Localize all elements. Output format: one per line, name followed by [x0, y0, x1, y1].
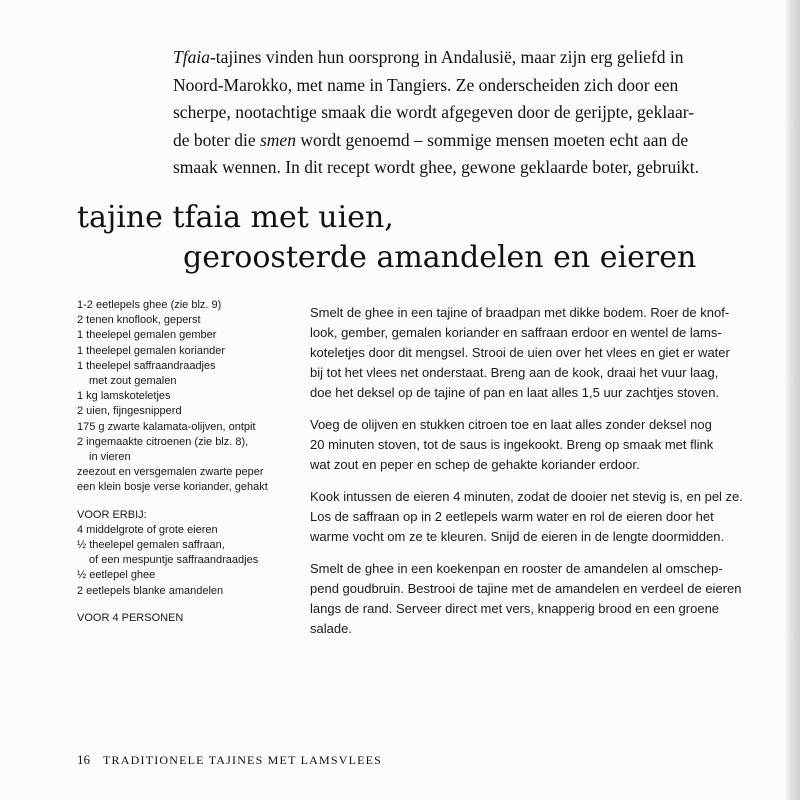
ingredient-item: zeezout en versgemalen zwarte peper: [77, 466, 264, 479]
intro-emphasis: Tfaia: [173, 47, 210, 67]
spacer: [77, 496, 292, 508]
intro-line: smaak wennen. In dit recept wordt ghee, gewone geklaarde boter, gebruikt.: [173, 157, 700, 177]
method-text: [310, 303, 765, 651]
ingredient-item: 1 kg lamskoteletjes: [77, 390, 171, 403]
recipe-title-line-2: geroosterde amandelen en eieren: [183, 240, 697, 275]
section-title: TRADITIONELE TAJINES MET LAMSVLEES: [103, 753, 383, 767]
method-line: koteletjes door dit mengsel. Strooi de uien over het vlees en giet er water: [310, 345, 730, 360]
ingredient-item-continued: met zout gemalen: [89, 375, 177, 388]
intro-paragraph: [173, 44, 773, 182]
extra-item: ½ eetlepel ghee: [77, 569, 156, 582]
ingredient-item: 2 tenen knoflook, geperst: [77, 314, 201, 327]
intro-line: de boter die smen wordt genoemd – sommige mensen moeten echt aan de: [173, 129, 689, 150]
recipe-title-line-1: tajine tfaia met uien,: [77, 200, 394, 235]
ingredient-item: 2 ingemaakte citroenen (zie blz. 8),: [77, 435, 249, 448]
ingredient-item: 1 theelepel gemalen koriander: [77, 344, 225, 357]
intro-emphasis: smen: [259, 129, 296, 150]
method-line: Kook intussen de eieren 4 minuten, zodat de dooier net stevig is, en pel ze.: [310, 489, 743, 504]
extra-heading: VOOR ERBIJ:: [77, 508, 147, 521]
intro-line: scherpe, nootachtige smaak die wordt afgegeven door de gerijpte, geklaar-: [173, 102, 695, 122]
method-line: look, gember, gemalen koriander en saffraan erdoor en wentel de lams-: [310, 325, 722, 340]
intro-line: Tfaia-tajines vinden hun oorsprong in Andalusië, maar zijn erg geliefd in: [173, 47, 684, 67]
ingredient-item: 1 theelepel gemalen gember: [77, 329, 217, 342]
servings: VOOR 4 PERSONEN: [77, 611, 184, 624]
method-paragraph: [310, 415, 765, 475]
method-line: langs de rand. Serveer direct met vers, knapperig brood en een groene: [310, 601, 720, 616]
method-line: bij tot het vlees net onderstaat. Breng aan de kook, draai het vuur laag,: [310, 365, 719, 380]
extra-item: ½ theelepel gemalen saffraan,: [77, 539, 225, 552]
ingredients-list: [77, 298, 292, 626]
spacer: [77, 599, 292, 611]
method-line: doe het deksel op de tajine of pan en laat alles 1,5 uur zachtjes stoven.: [310, 385, 720, 400]
method-line: wat zout en peper en schep de gehakte koriander erdoor.: [310, 457, 640, 472]
ingredient-item: 175 g zwarte kalamata-olijven, ontpit: [77, 420, 256, 433]
ingredient-item: 1-2 eetlepels ghee (zie blz. 9): [77, 299, 222, 311]
method-line: Los de saffraan op in 2 eetlepels warm water en rol de eieren door het: [310, 509, 714, 524]
extra-item: 4 middelgrote of grote eieren: [77, 523, 218, 536]
page-edge: [786, 0, 800, 800]
method-paragraph: [310, 559, 765, 639]
intro-line: Noord-Marokko, met name in Tangiers. Ze onderscheiden zich door een: [173, 74, 679, 95]
recipe-title: [0, 198, 800, 278]
method-line: Smelt de ghee in een tajine of braadpan met dikke bodem. Roer de knof-: [310, 305, 730, 320]
page-footer: [77, 752, 382, 768]
ingredient-item: een klein bosje verse koriander, gehakt: [77, 481, 268, 494]
method-paragraph: [310, 303, 765, 403]
ingredient-item-continued: in vieren: [89, 451, 131, 464]
extra-item-continued: of een mespuntje saffraandraadjes: [89, 554, 259, 567]
extra-item: 2 eetlepels blanke amandelen: [77, 584, 224, 597]
method-paragraph: [310, 487, 765, 547]
method-line: 20 minuten stoven, tot de saus is ingekookt. Breng op smaak met flink: [310, 437, 714, 452]
ingredient-item: 2 uien, fijngesnipperd: [77, 405, 182, 418]
method-line: pend goudbruin. Bestrooi de tajine met de amandelen en verdeel de eieren: [310, 581, 742, 596]
ingredient-item: 1 theelepel saffraandraadjes: [77, 359, 216, 372]
method-line: Voeg de olijven en stukken citroen toe en laat alles zonder deksel nog: [310, 417, 712, 432]
page-number: 16: [77, 752, 90, 767]
method-line: salade.: [310, 621, 352, 636]
method-line: warme vocht om ze te kleuren. Snijd de eieren in de lengte doormidden.: [310, 529, 725, 544]
method-line: Smelt de ghee in een koekenpan en rooster de amandelen al omschep-: [310, 561, 723, 576]
